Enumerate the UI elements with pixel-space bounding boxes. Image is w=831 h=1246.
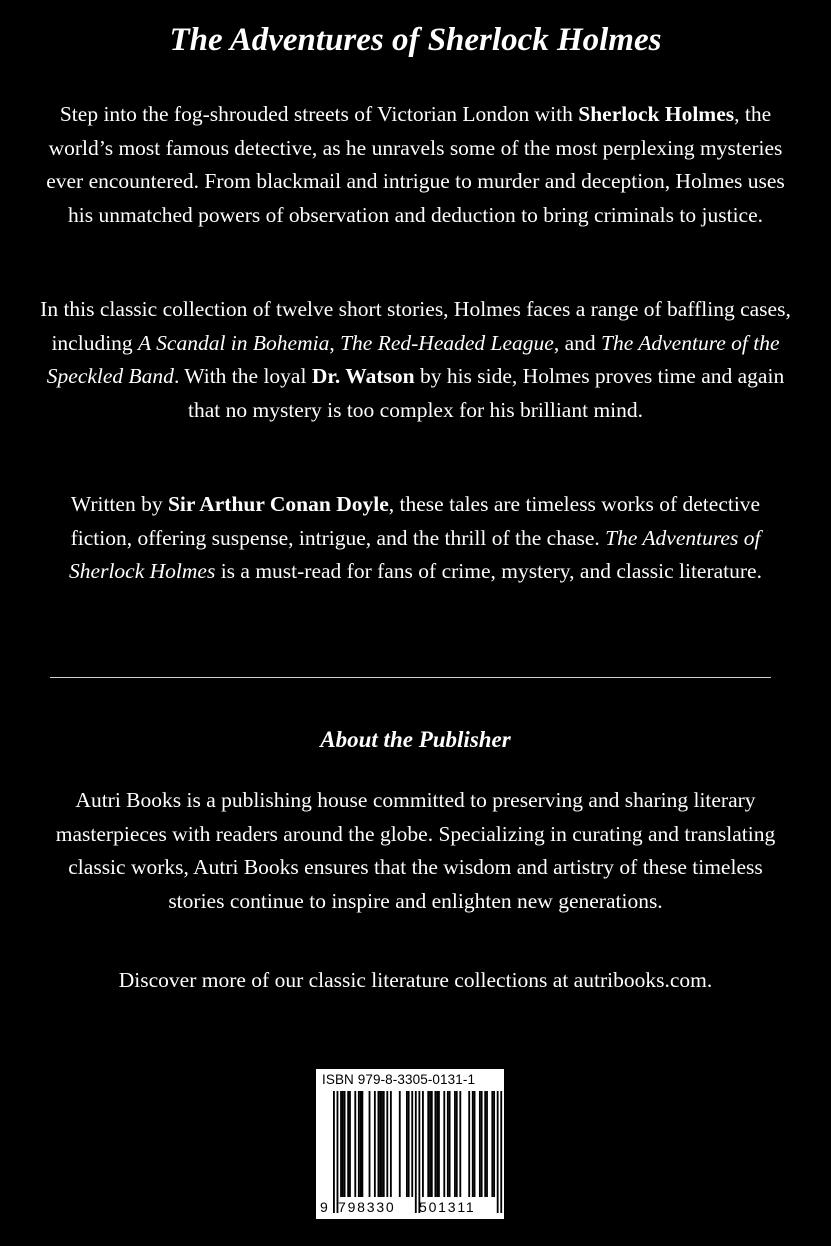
- barcode-bar: [449, 1091, 451, 1197]
- barcode-bar: [386, 1091, 388, 1197]
- isbn-barcode: [316, 1069, 504, 1219]
- barcode-bar: [472, 1091, 474, 1197]
- barcode-bar: [418, 1091, 420, 1213]
- barcode-bar: [347, 1091, 349, 1197]
- barcode-bar: [434, 1091, 436, 1197]
- barcode-bar: [491, 1091, 493, 1197]
- barcode-bar: [333, 1091, 335, 1213]
- barcode-bar: [431, 1091, 433, 1197]
- barcode-bar: [340, 1091, 342, 1197]
- barcode-bar: [361, 1091, 363, 1197]
- barcode-bar: [484, 1091, 486, 1197]
- text-span: ,: [329, 330, 341, 355]
- barcode-digits-right: 501311: [419, 1199, 476, 1215]
- barcode-bar: [369, 1091, 371, 1197]
- character-name-bold: Sherlock Holmes: [578, 102, 735, 126]
- barcode-bar: [474, 1091, 476, 1197]
- story-title-italic: The Adventure of the Speckled Band: [46, 330, 780, 388]
- barcode-bar: [459, 1091, 461, 1197]
- barcode-bar: [438, 1091, 440, 1197]
- synopsis-paragraph-2: [40, 293, 791, 427]
- barcode-bar: [399, 1091, 401, 1197]
- book-title: The Adventures of Sherlock Holmes: [169, 22, 662, 58]
- text-span: , the world’s most famous detective, as he unravels some of the most perplexing mysteries ever encountered. From blackmail and intrigue to murder and deception, Holmes uses his unmatched powers of observation and deduction to bring criminals to justice.: [46, 102, 785, 227]
- barcode-bar: [493, 1091, 495, 1197]
- barcode-bars: [316, 1069, 504, 1219]
- barcode-bar: [479, 1091, 481, 1197]
- barcode-bar: [360, 1091, 362, 1197]
- text-span: In this classic collection of twelve short stories, Holmes faces a range of baffling cases, including: [40, 297, 791, 355]
- barcode-bar: [374, 1091, 376, 1197]
- barcode-bar: [443, 1091, 445, 1197]
- barcode-bar: [390, 1091, 392, 1197]
- barcode-bar: [415, 1091, 417, 1213]
- barcode-bar: [447, 1091, 449, 1197]
- barcode-bar: [337, 1091, 339, 1213]
- text-span: by his side, Holmes proves time and again that no mystery is too complex for his brilliant mind.: [187, 364, 785, 422]
- barcode-bar: [481, 1091, 483, 1197]
- barcode-bar: [422, 1091, 424, 1197]
- barcode-bar: [456, 1091, 458, 1197]
- text-span: Written by: [70, 492, 168, 516]
- barcode-bar: [436, 1091, 438, 1197]
- text-span: Step into the fog-shrouded streets of Victorian London with: [59, 102, 579, 126]
- barcode-bar: [354, 1091, 356, 1197]
- barcode-digit-first: 9: [320, 1199, 328, 1215]
- barcode-bar: [429, 1091, 431, 1197]
- barcode-bar: [486, 1091, 488, 1197]
- barcode-bar: [358, 1091, 360, 1197]
- author-name-bold: Sir Arthur Conan Doyle: [167, 492, 389, 516]
- barcode-bar: [454, 1091, 456, 1197]
- barcode-digits-left: 798330: [338, 1199, 396, 1215]
- barcode-bar: [344, 1091, 346, 1197]
- character-name-bold: Dr. Watson: [311, 364, 415, 388]
- text-span: , and: [553, 330, 602, 355]
- book-title-italic: The Adventures of Sherlock Holmes: [69, 525, 761, 583]
- barcode-bar: [500, 1091, 502, 1213]
- barcode-bar: [427, 1091, 429, 1197]
- barcode-bar: [497, 1091, 499, 1213]
- section-divider: [50, 677, 771, 678]
- isbn-number: ISBN 979-8-3305-0131-1: [322, 1072, 476, 1087]
- text-span: , these tales are timeless works of detective fiction, offering suspense, intrigue, and the thrill of the chase.: [70, 492, 761, 550]
- barcode-bar: [468, 1091, 470, 1197]
- barcode-bar: [342, 1091, 344, 1197]
- barcode-bar: [378, 1091, 380, 1197]
- synopsis-paragraph-3: [40, 488, 791, 589]
- barcode-bar: [408, 1091, 410, 1197]
- publisher-heading: About the Publisher: [320, 727, 511, 752]
- barcode-bar: [349, 1091, 351, 1197]
- barcode-bar: [379, 1091, 381, 1197]
- text-span: . With the loyal: [173, 364, 312, 388]
- publisher-description: Autri Books is a publishing house committed to preserving and sharing literary masterpieces with readers around the globe. Specializing in curating and translating classic works, Autri Books ensures that the wisdom and artistry of these timeless stories continue to inspire and enlighten new generations.: [55, 788, 776, 913]
- barcode-bar: [411, 1091, 413, 1197]
- barcode-bar: [381, 1091, 383, 1197]
- story-title-italic: The Red-Headed League: [340, 330, 554, 355]
- story-title-italic: A Scandal in Bohemia: [138, 330, 330, 355]
- text-span: is a must-read for fans of crime, mystery, and classic literature.: [215, 559, 762, 583]
- barcode-bar: [383, 1091, 385, 1197]
- synopsis-paragraph-1: [40, 98, 791, 232]
- barcode-bar: [406, 1091, 408, 1197]
- publisher-website-note: Discover more of our classic literature collections at autribooks.com.: [118, 968, 713, 992]
